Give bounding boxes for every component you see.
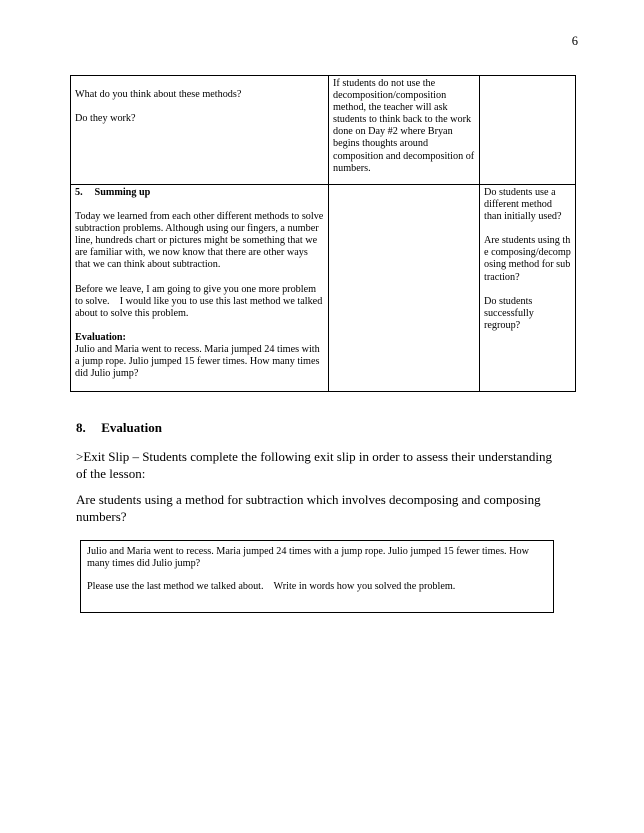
- assessment-question: Are students using the composing/decomposing method for subtraction?: [484, 235, 571, 283]
- exit-slip-description: >Exit Slip – Students complete the following exit slip in order to assess their understanding of the lesson:: [76, 449, 552, 481]
- table-row: [71, 185, 576, 392]
- evaluation-problem: Julio and Maria went to recess. Maria jumped 24 times with a jump rope. Julio jumped 15 fewer times. How many times did Julio jump?: [75, 343, 320, 380]
- exit-slip-problem: Julio and Maria went to recess. Maria jumped 24 times with a jump rope. Julio jumped 15 fewer times. How many times did Julio jump?: [87, 546, 529, 570]
- instruction-paragraph: Before we leave, I am going to give you one more problem to solve. I would like you to use this last method we talked about to solve this problem.: [75, 283, 325, 319]
- table-row: [71, 76, 576, 185]
- discussion-question: What do you think about these methods?: [75, 89, 242, 100]
- activity-cell: [71, 76, 329, 185]
- teacher-note-cell: [329, 185, 480, 392]
- step-number: 5.: [75, 187, 83, 198]
- assessment-cell: [480, 76, 576, 185]
- step-title: Summing up: [94, 187, 151, 198]
- assessment-question: Do students use a different method than initially used?: [484, 187, 562, 223]
- exit-slip-instructions: Please use the last method we talked about. Write in words how you solved the problem.: [87, 581, 456, 593]
- discussion-question: Do they work?: [75, 113, 136, 125]
- teacher-note-cell: [329, 76, 480, 185]
- section-heading: [76, 420, 162, 436]
- page-number: 6: [571, 34, 578, 48]
- teacher-note: If students do not use the decomposition/composition method, the teacher will ask students to think back to the work done on Day #2 where Bryan begins thoughts around composition and decomposition of numbers.: [333, 78, 475, 174]
- assessment-cell: [480, 185, 576, 392]
- section-title: Evaluation: [101, 420, 162, 435]
- evaluation-label: Evaluation:: [75, 331, 126, 343]
- lesson-plan-table: [70, 75, 576, 392]
- step-heading: [75, 187, 324, 199]
- section-number: 8.: [76, 420, 86, 435]
- activity-cell: [71, 185, 329, 392]
- exit-slip-box: [80, 540, 554, 613]
- assessment-question: Do students successfully regroup?: [484, 295, 534, 331]
- summary-paragraph: Today we learned from each other different methods to solve subtraction problems. Although using our fingers, a number line, hundreds chart or pictures might be something that we are familiar with, we now know that there are other ways that we can think about subtraction.: [75, 211, 326, 271]
- evaluation-question: Are students using a method for subtraction which involves decomposing and composing numbers?: [76, 492, 541, 524]
